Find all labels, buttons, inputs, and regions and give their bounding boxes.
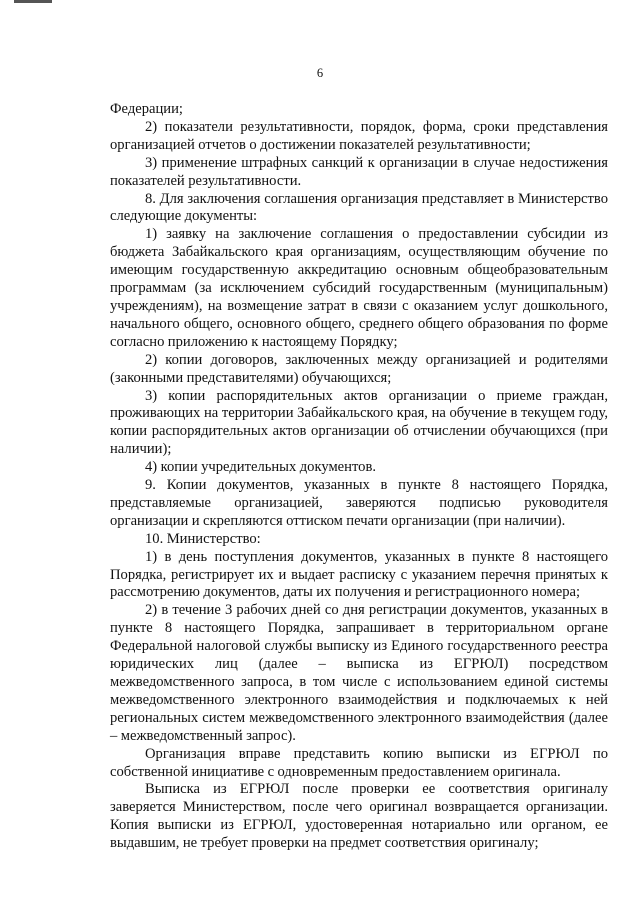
paragraph: 8. Для заключения соглашения организация представляет в Министерство следующие документы: (110, 190, 608, 225)
page-number: 6 (316, 66, 324, 80)
paragraph: Федерации; (110, 101, 183, 117)
paragraph: 2) копии договоров, заключенных между организацией и родителями (законными представителями) обучающихся; (110, 351, 608, 386)
document-body (110, 101, 608, 853)
paragraph: 9. Копии документов, указанных в пункте 8 настоящего Порядка, представляемые организацией, заверяются подписью руководителя организации и скрепляются оттиском печати организации (при наличии). (110, 477, 608, 529)
paragraph: 10. Министерство: (145, 530, 261, 547)
paragraph: Организация вправе представить копию выписки из ЕГРЮЛ по собственной инициативе с одновременным предоставлением оригинала. (110, 745, 608, 780)
paragraph: Выписка из ЕГРЮЛ после проверки ее соответствия оригиналу заверяется Министерством, после чего оригинал возвращается организации. Копия выписки из ЕГРЮЛ, удостоверенная нотариально или органом, ее выдавшим, не требует проверки на предмет соответствия оригиналу; (110, 781, 608, 852)
paragraph: 1) в день поступления документов, указанных в пункте 8 настоящего Порядка, регистрирует их и выдает расписку с указанием перечня принятых к рассмотрению документов, даты их получения и регистрационного номера; (110, 548, 608, 601)
top-edge-mark (14, 0, 52, 3)
paragraph: 3) применение штрафных санкций к организации в случае недостижения показателей результативности. (110, 154, 608, 189)
paragraph: 3) копии распорядительных актов организации о приеме граждан, проживающих на территории Забайкальского края, на обучение в текущем году, копии распорядительных актов организации об отчислении обучающихся (при наличии); (110, 387, 608, 458)
paragraph: 2) показатели результативности, порядок, форма, сроки представления организацией отчетов о достижении показателей результативности; (110, 118, 608, 153)
paragraph: 4) копии учредительных документов. (145, 459, 376, 476)
paragraph: 1) заявку на заключение соглашения о предоставлении субсидии из бюджета Забайкальского края организациям, осуществляющим обучение по имеющим государственную аккредитацию основным общеобразовательным программам (за исключением субсидий государственным (муниципальным) учреждениям), на возмещение затрат в связи с оказанием услуг дошкольного, начального общего, основного общего, среднего общего образования по форме согласно приложению к настоящему Порядку; (110, 226, 608, 350)
paragraph: 2) в течение 3 рабочих дней со дня регистрации документов, указанных в пункте 8 настоящего Порядка, запрашивает в территориальном органе Федеральной налоговой службы выписку из Единого государственного реестра юридических лиц (далее – выписка из ЕГРЮЛ) посредством межведомственного запроса, в том числе с использованием единой системы межведомственного электронного взаимодействия и подключаемых к ней региональных систем межведомственного электронного взаимодействия (далее – межведомственный запрос). (110, 602, 608, 744)
